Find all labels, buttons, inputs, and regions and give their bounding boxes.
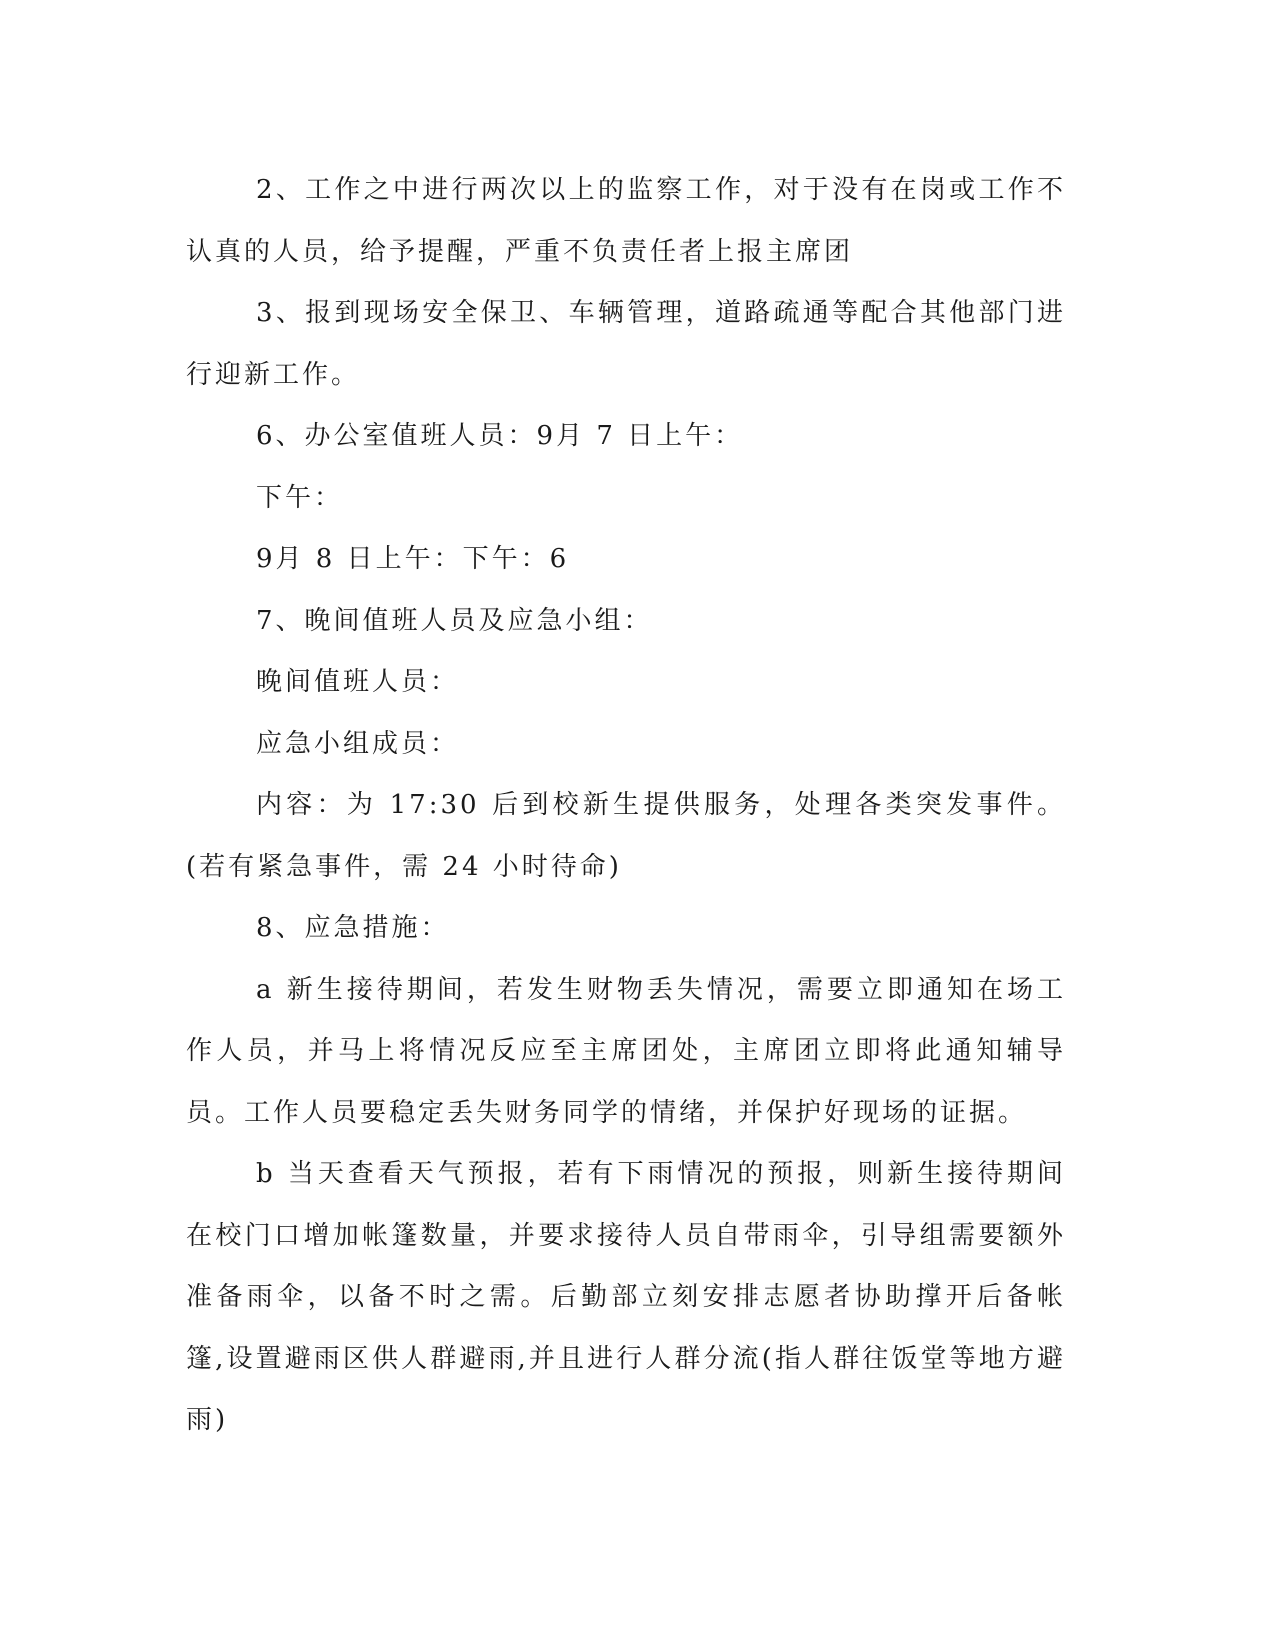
paragraph-measure-b: b 当天查看天气预报，若有下雨情况的预报，则新生接待期间在校门口增加帐篷数量，并要求接待人员自带雨伞，引导组需要额外准备雨伞，以备不时之需。后勤部立刻安排志愿者协助撑开后备帐篷,设置避雨区供人群避雨,并且进行人群分流(指人群往饭堂等地方避雨)	[186, 1159, 1066, 1435]
paragraph-emergency-team: 应急小组成员：	[256, 728, 460, 759]
paragraph-office-duty: 6、办公室值班人员：9月 7 日上午：	[256, 421, 744, 451]
paragraph-evening-duty-heading: 7、晚间值班人员及应急小组：	[256, 605, 653, 636]
paragraph-item-2: 2、工作之中进行两次以上的监察工作，对于没有在岗或工作不认真的人员，给予提醒，严重不负责任者上报主席团	[186, 175, 1066, 267]
paragraph-measure-a: a 新生接待期间，若发生财物丢失情况，需要立即通知在场工作人员，并马上将情况反应至主席团处，主席团立即将此通知辅导员。工作人员要稳定丢失财务同学的情绪，并保护好现场的证据。	[186, 974, 1066, 1128]
paragraph-emergency-measures-heading: 8、应急措施：	[256, 913, 450, 943]
document-body	[186, 160, 1066, 1452]
paragraph-evening-duty-staff: 晚间值班人员：	[256, 667, 460, 697]
paragraph-content: 内容：为 17:30 后到校新生提供服务，处理各类突发事件。(若有紧急事件，需 24 小时待命)	[186, 790, 1066, 882]
paragraph-sept-8: 9月 8 日上午：下午：6	[256, 544, 570, 574]
paragraph-item-3: 3、报到现场安全保卫、车辆管理，道路疏通等配合其他部门进行迎新工作。	[186, 298, 1066, 390]
paragraph-afternoon: 下午：	[256, 482, 344, 513]
